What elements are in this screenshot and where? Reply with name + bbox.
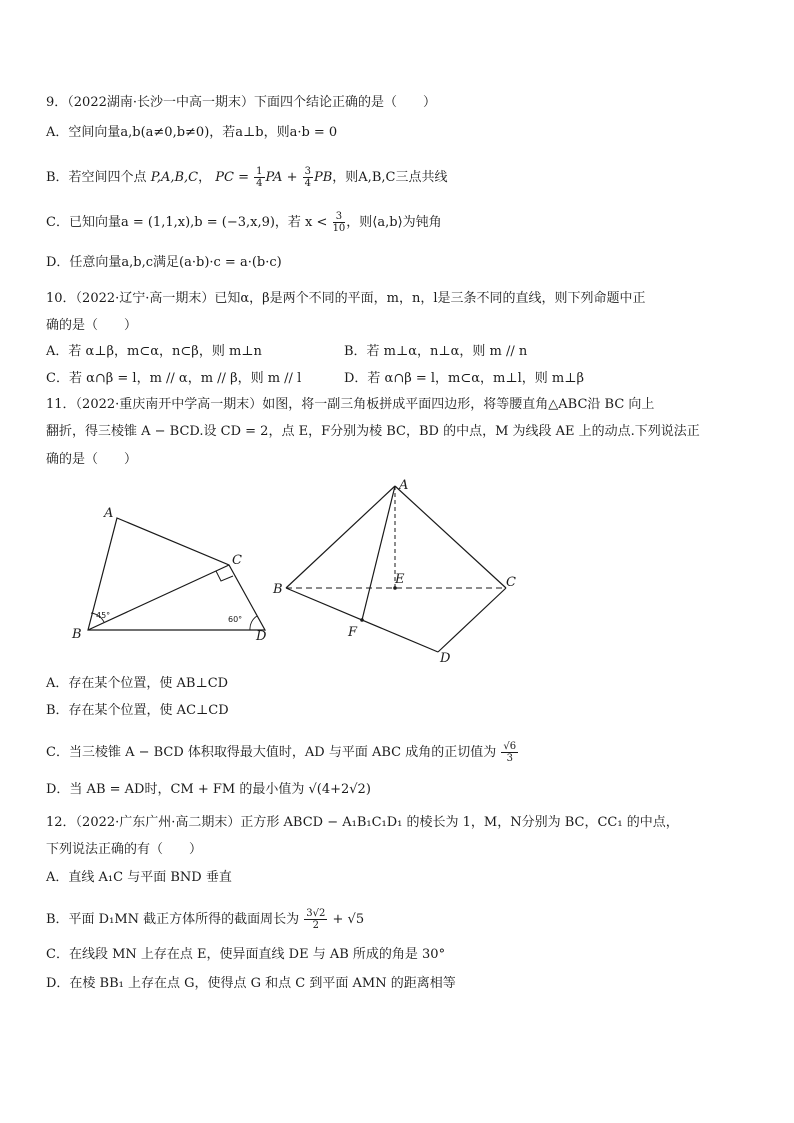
- q11-option-c: [46, 741, 519, 764]
- q10-option-c: C．若 α∩β = l，m // α，m // β，则 m // l: [46, 371, 302, 386]
- q9-c-post: ，则⟨a,b⟩为钝角: [346, 215, 442, 230]
- q9-b-eq: PC =: [215, 170, 249, 185]
- fig1-label-b: B: [72, 627, 82, 642]
- q9-option-b: [46, 166, 447, 189]
- q9-b-points: P,A,B,C: [150, 170, 199, 185]
- q10-options-cd: [46, 371, 584, 387]
- q11-stem-line2: 翻折，得三棱锥 A − BCD.设 CD = 2，点 E，F分别为棱 BC，BD 的中点，M 为线段 AE 上的动点.下列说法正: [46, 424, 700, 439]
- q11-option-d: [46, 782, 371, 798]
- q9-b-prefix: B．若空间四个点: [46, 170, 147, 185]
- fig2-label-a: A: [399, 478, 409, 493]
- q10-option-a: A．若 α⊥β，m⊂α，n⊂β，则 m⊥n: [46, 344, 262, 359]
- q11-c-prefix: C．当三棱锥 A − BCD 体积取得最大值时，AD 与平面 ABC 成角的正切值为: [46, 745, 497, 760]
- right-angle-mark: [216, 571, 233, 581]
- edge-ac: [395, 486, 506, 588]
- q9-b-post: ，则A,B,C三点共线: [332, 170, 448, 185]
- q12-stem-line1: 12．（2022·广东广州·高二期末）正方形 ABCD − A₁B₁C₁D₁ 的棱长为 1，M，N分别为 BC，CC₁ 的中点，: [46, 815, 679, 830]
- q10-stem-line1: 10．（2022·辽宁·高一期末）已知α，β是两个不同的平面，m，n，l是三条不同的直线，则下列命题中正: [46, 291, 646, 306]
- angle-arc-d: [250, 616, 257, 630]
- q9-b-mid: ，: [198, 170, 212, 185]
- q12-option-c: C．在线段 MN 上存在点 E，使异面直线 DE 与 AB 所成的角是 30°: [46, 947, 446, 962]
- q10-option-b: B．若 m⊥α，n⊥α，则 m // n: [344, 344, 528, 359]
- quad-outline: [88, 518, 265, 630]
- q9-option-d: D．任意向量a,b,c满足(a·b)·c = a·(b·c): [46, 255, 282, 270]
- fig2-label-f: F: [348, 625, 358, 640]
- q12-option-d: D．在棱 BB₁ 上存在点 G，使得点 G 和点 C 到平面 AMN 的距离相等: [46, 976, 456, 991]
- q10-options-ab: [46, 344, 527, 360]
- q12-b-prefix: B．平面 D₁MN 截正方体所得的截面周长为: [46, 912, 300, 927]
- q11-option-b: B．存在某个位置，使 AC⊥CD: [46, 703, 229, 718]
- q10-option-d: D．若 α∩β = l，m⊂α，m⊥l，则 m⊥β: [344, 371, 584, 386]
- fig1-angle-d: 60°: [228, 615, 243, 624]
- q9-b-frac1: $\frac{1}{4}$: [256, 166, 263, 189]
- q9-c-frac: $\frac{3}{10}$: [332, 211, 346, 234]
- q11-c-frac: $\frac{√6}{3}$: [503, 741, 517, 764]
- figure-tetrahedron: [270, 478, 530, 666]
- q9-b-term1: PA +: [265, 170, 298, 185]
- fig1-label-c: C: [232, 553, 242, 568]
- q11-d-prefix: D．当 AB = AD时，CM + FM 的最小值为: [46, 782, 305, 797]
- q9-c-prefix: C．已知向量a = (1,1,x),b = (−3,x,9)，若 x <: [46, 215, 328, 230]
- q11-option-a: A．存在某个位置，使 AB⊥CD: [46, 676, 229, 691]
- q12-b-frac: $\frac{3√2}{2}$: [306, 908, 326, 931]
- fig1-angle-b: 45°: [96, 611, 111, 620]
- q9-b-term2: PB: [313, 170, 333, 185]
- q11-d-value: √(4+2√2): [308, 782, 371, 797]
- q9-stem: 9．（2022湖南·长沙一中高一期末）下面四个结论正确的是（ ）: [46, 95, 436, 110]
- segment-af: [362, 486, 395, 620]
- edge-cd: [438, 588, 506, 652]
- q12-option-a: A．直线 A₁C 与平面 BND 垂直: [46, 870, 232, 885]
- q12-stem-line2: 下列说法正确的有（ ）: [46, 842, 203, 857]
- q11-stem-line3: 确的是（ ）: [46, 452, 138, 467]
- fig2-label-b: B: [273, 582, 283, 597]
- q9-b-frac2: $\frac{3}{4}$: [304, 166, 311, 189]
- q12-option-b: [46, 908, 364, 931]
- figure-quadrilateral: [60, 500, 280, 650]
- edge-ab: [286, 486, 395, 588]
- q11-stem-line1: 11．（2022·重庆南开中学高一期末）如图，将一副三角板拼成平面四边形，将等腰直角△ABC沿 BC 向上: [46, 397, 655, 412]
- q10-stem-line2: 确的是（ ）: [46, 318, 138, 333]
- q9-option-a: A．空间向量a,b(a≠0,b≠0)，若a⊥b，则a·b = 0: [46, 125, 338, 140]
- point-f: [360, 618, 364, 622]
- q12-b-post: + √5: [332, 912, 365, 927]
- fig2-label-c: C: [506, 575, 516, 590]
- q9-option-c: [46, 211, 442, 234]
- diagonal-bc: [88, 565, 229, 630]
- fig1-label-a: A: [104, 506, 114, 521]
- fig2-label-e: E: [395, 572, 405, 587]
- fig2-label-d: D: [440, 651, 451, 666]
- fig1-label-d: D: [256, 629, 267, 644]
